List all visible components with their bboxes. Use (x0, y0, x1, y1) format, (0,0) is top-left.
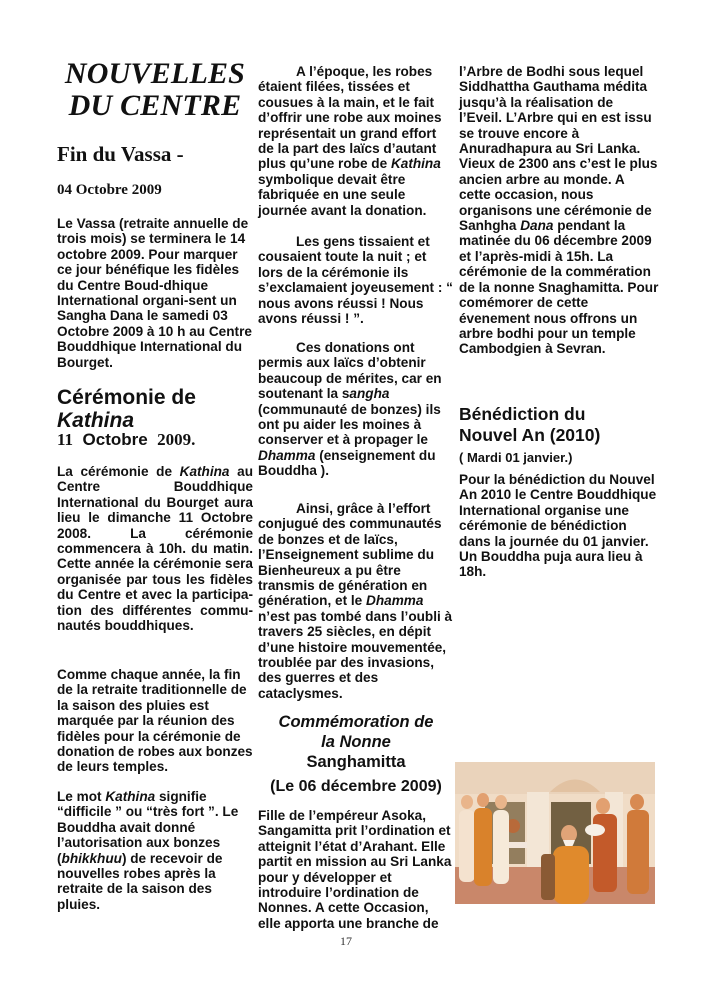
text-run: symbolique devait être fabriquée en une seule journée avant la donation. (258, 171, 427, 218)
sanghamitta-painting (455, 762, 655, 904)
commemoration-heading-line-3: Sanghamitta (306, 753, 406, 771)
text-run: l’Arbre de Bodhi sous lequel Siddhattha Gauthama médita jusqu’à la réalisation de l’Eveil. L’Arbre qui en est issu se trouve encore à Anuradhapura au Sri Lanka. Vieux de 2300 ans c’est le plus ancien arbre au monde. A cette occasion, nous organisons une cérémonie de Sanhgha (459, 64, 658, 234)
kathina-date-day: 11 (57, 430, 74, 449)
vassa-date: 04 Octobre 2009 (57, 182, 162, 198)
text-run: Ainsi, grâce à l’effort conjugué des communautés de bonzes et de laïcs, l’Enseignement sublime du Bienheureux a pu être transmis de génération en génération, et le (258, 501, 442, 609)
text-run: Ces donations ont permis aux laïcs d’obtenir beaucoup de mérites, car en soutenant la s (258, 340, 442, 402)
painting-artwork (455, 762, 655, 904)
text-run: La cérémonie de (57, 464, 180, 479)
commemoration-paragraph: Fille de l’empéreur Asoka, Sangamitta prit l’ordination et atteignit l’état d’Arahant. Elle partit en mission au Sri Lanka pour y développer et introduire l’ordination de Nonnes. A cette Occasion, elle apporta une branche de (258, 808, 452, 931)
kathina-heading-line-1: Cérémonie de (57, 386, 196, 409)
text-run: A l’époque, les robes étaient filées, tissées et cousues à la main, et le fait d’offrir une robe aux moines représentait un grand effort de la part des laïcs d’autant plus qu’une robe de (258, 64, 442, 172)
text-run-italic: Dhamma (366, 593, 424, 609)
commemoration-heading-line-1: Commémoration de (278, 713, 434, 731)
painting-figure-robe (627, 810, 649, 894)
text-run-italic: bhikkhuu (61, 850, 122, 866)
kathina-heading (57, 386, 253, 432)
benediction-heading-line-1: Bénédiction du (459, 404, 586, 424)
text-run: signifie “difficile ” ou “très fort ”. Le Bouddha avait donné l’autorisation aux bonzes ( (57, 789, 239, 866)
text-run-italic: angha (349, 386, 390, 402)
text-run-italic: Dhamma (258, 447, 316, 463)
kathina-heading-line-2: Kathina (57, 409, 135, 432)
masthead-line-2: DU CENTRE (68, 89, 242, 122)
kathina-date (57, 430, 195, 450)
painting-figure-head (495, 795, 507, 809)
column3-paragraph (459, 64, 659, 357)
benediction-date: ( Mardi 01 janvier.) (459, 450, 573, 465)
commemoration-date: (Le 06 décembre 2009) (270, 778, 442, 795)
vassa-heading: Fin du Vassa - (57, 142, 184, 166)
painting-figure-head (596, 798, 610, 814)
text-run: pendant la matinée du 06 décembre 2009 et l’après-midi à 15h. La cérémonie de la commération de la nonne Snaghamitta. Pour comémorer de cette évenement nous offrons un arbre bodhi pour un temple Cambodgien à Sevran. (459, 218, 659, 357)
painting-figure-head (630, 794, 644, 810)
column2-paragraph-3 (258, 340, 454, 479)
benediction-heading (459, 404, 659, 446)
column2-paragraph-2: Les gens tissaient et cousaient toute la nuit ; et lors de la cérémonie ils s’exclamaient joyeusement : “ nous avons réussi ! Nous avons réussi ! ”. (258, 234, 453, 327)
text-run-italic: Kathina (179, 464, 230, 479)
painting-figure-robe (493, 810, 509, 884)
benediction-heading-line-2: Nouvel An (2010) (459, 425, 601, 445)
column2-paragraph-4 (258, 501, 454, 701)
text-run-italic: Kathina (105, 789, 156, 804)
kathina-date-end: . (191, 430, 196, 449)
column2-paragraph-1 (258, 64, 454, 218)
text-run-italic: Kathina (390, 156, 441, 172)
painting-figure-robe (459, 810, 475, 882)
painting-elder-robe (553, 846, 589, 904)
commemoration-heading (258, 712, 454, 772)
kathina-paragraph-3 (57, 789, 253, 912)
text-run: Le mot (57, 789, 106, 804)
masthead-title (57, 58, 253, 122)
commemoration-heading-line-2: la Nonne (321, 733, 391, 751)
text-run: au Centre Bouddhique International du Bourget aura lieu le dimanche 11 Octobre 2008. La cérémonie commencera à 10h. du matin. Cette année la cérémonie sera organisée par tous les fidèles du Centre et avec la participa-tion des différentes commu-nautés bouddhiques. (57, 464, 253, 634)
text-run: ) de recevoir de nouvelles robes après la retraite de la saison des pluies. (57, 850, 223, 912)
text-run-italic: Dana (520, 218, 554, 234)
kathina-paragraph-2: Comme chaque année, la fin de la retraite traditionnelle de la saison des pluies est marquée par la réunion des fidèles pour la cérémonie de donation de robes aux bonzes de leurs temples. (57, 667, 253, 775)
painting-figure-robe (474, 808, 492, 886)
page-number: 17 (340, 934, 352, 948)
painting-child (585, 824, 605, 836)
kathina-paragraph-1 (57, 464, 253, 633)
painting-chair (541, 854, 555, 900)
vassa-paragraph: Le Vassa (retraite annuelle de trois mois) se terminera le 14 octobre 2009. Pour marquer ce jour bénéfique les fidèles du Centre Boud-dhique International organi-sent un Sangha Dana le samedi 03 Octobre 2009 à 10 h au Centre Bouddhique International du Bourget. (57, 216, 252, 370)
painting-figure-head (477, 793, 489, 807)
painting-figure-head (461, 795, 473, 809)
masthead-line-1: NOUVELLES (64, 57, 246, 90)
benediction-paragraph: Pour la bénédiction du Nouvel An 2010 le Centre Bouddhique International organise une cérémonie de bénédiction dans la journée du 01 janvier. Un Bouddha puja aura lieu à 18h. (459, 472, 657, 580)
text-run: n’est pas tombé dans l’oubli à travers 25 siècles, en dépit d’une histoire mouvementée, troublée par des invasions, des guerres et des cataclysmes. (258, 608, 453, 701)
kathina-date-year: 2009 (157, 430, 192, 449)
text-run: (communauté de bonzes) ils ont pu aider les moines à conserver et à propager le (258, 401, 441, 448)
kathina-date-month: Octobre (82, 430, 148, 449)
text-run: (enseignement du Bouddha ). (258, 447, 436, 479)
